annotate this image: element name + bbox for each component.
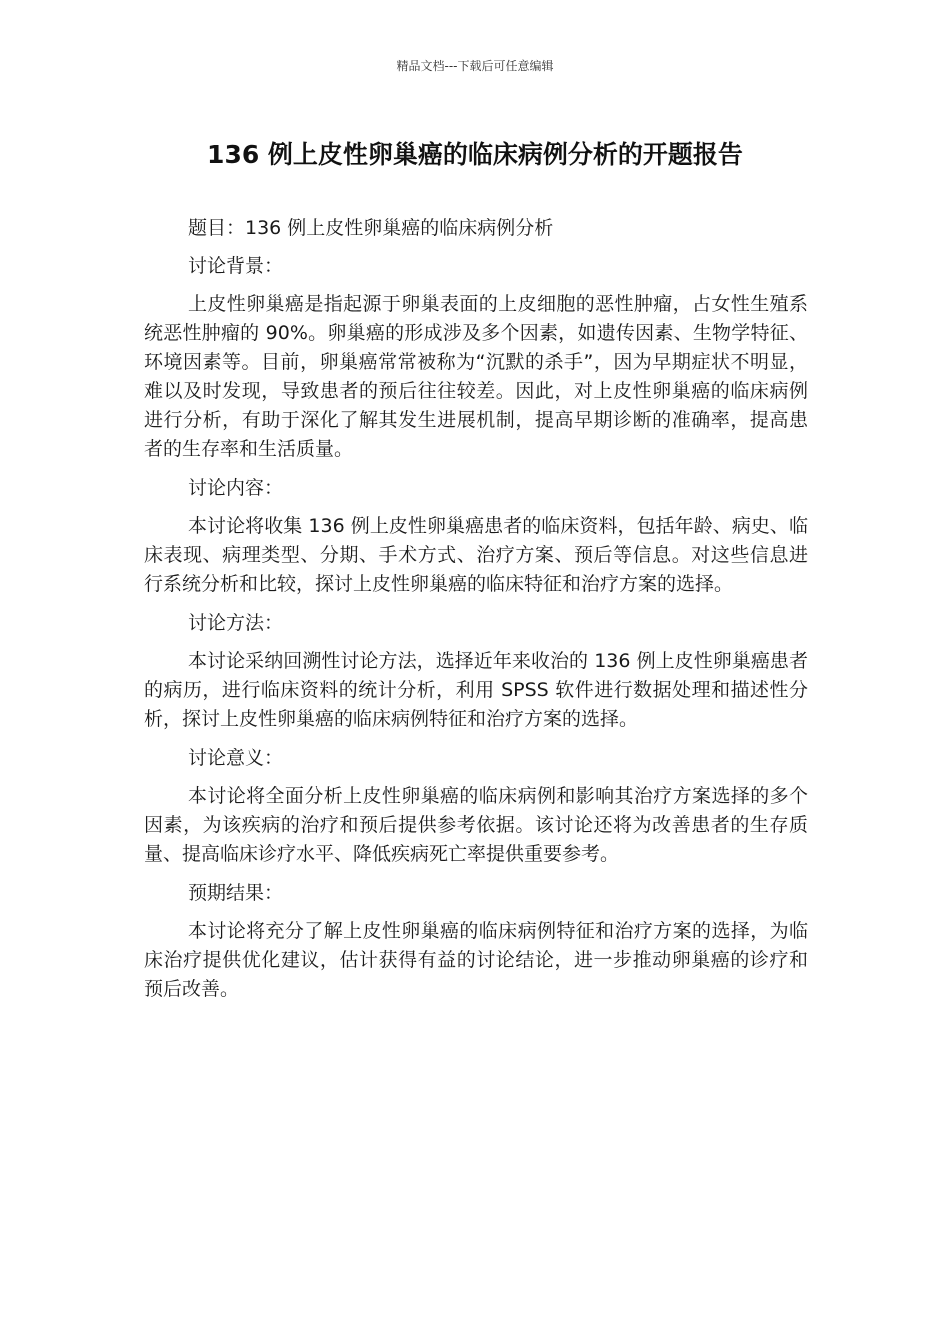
subject-line: 题目：136 例上皮性卵巢癌的临床病例分析: [188, 217, 554, 239]
section-heading-significance: 讨论意义：: [188, 747, 284, 769]
section-body-significance: 本讨论将全面分析上皮性卵巢癌的临床病例和影响其治疗方案选择的多个因素，为该疾病的治疗和预后提供参考依据。该讨论还将为改善患者的生存质量、提高临床诊疗水平、降低疾病死亡率提供重要参考。: [144, 785, 808, 865]
section-heading-content: 讨论内容：: [188, 477, 284, 499]
section-body-method: 本讨论采纳回溯性讨论方法，选择近年来收治的 136 例上皮性卵巢癌患者的病历，进行临床资料的统计分析，利用 SPSS 软件进行数据处理和描述性分析，探讨上皮性卵巢癌的临床病例特征和治疗方案的选择。: [144, 650, 808, 730]
section-body-background: 上皮性卵巢癌是指起源于卵巢表面的上皮细胞的恶性肿瘤，占女性生殖系统恶性肿瘤的 90%。卵巢癌的形成涉及多个因素，如遗传因素、生物学特征、环境因素等。目前，卵巢癌常常被称为“沉默的杀手”，因为早期症状不明显，难以及时发现，导致患者的预后往往较差。因此，对上皮性卵巢癌的临床病例进行分析，有助于深化了解其发生进展机制，提高早期诊断的准确率，提高患者的生存率和生活质量。: [144, 293, 808, 460]
document-title: 136 例上皮性卵巢癌的临床病例分析的开题报告: [207, 140, 743, 169]
page-header: 精品文档---下载后可任意编辑: [396, 59, 554, 73]
section-heading-background: 讨论背景：: [188, 255, 284, 277]
document-body: [144, 214, 808, 1014]
section-heading-method: 讨论方法：: [188, 612, 284, 634]
section-heading-expected-results: 预期结果：: [188, 882, 284, 904]
section-body-expected-results: 本讨论将充分了解上皮性卵巢癌的临床病例特征和治疗方案的选择，为临床治疗提供优化建议，估计获得有益的讨论结论，进一步推动卵巢癌的诊疗和预后改善。: [144, 920, 808, 1000]
section-body-content: 本讨论将收集 136 例上皮性卵巢癌患者的临床资料，包括年龄、病史、临床表现、病理类型、分期、手术方式、治疗方案、预后等信息。对这些信息进行系统分析和比较，探讨上皮性卵巢癌的临床特征和治疗方案的选择。: [144, 515, 808, 595]
